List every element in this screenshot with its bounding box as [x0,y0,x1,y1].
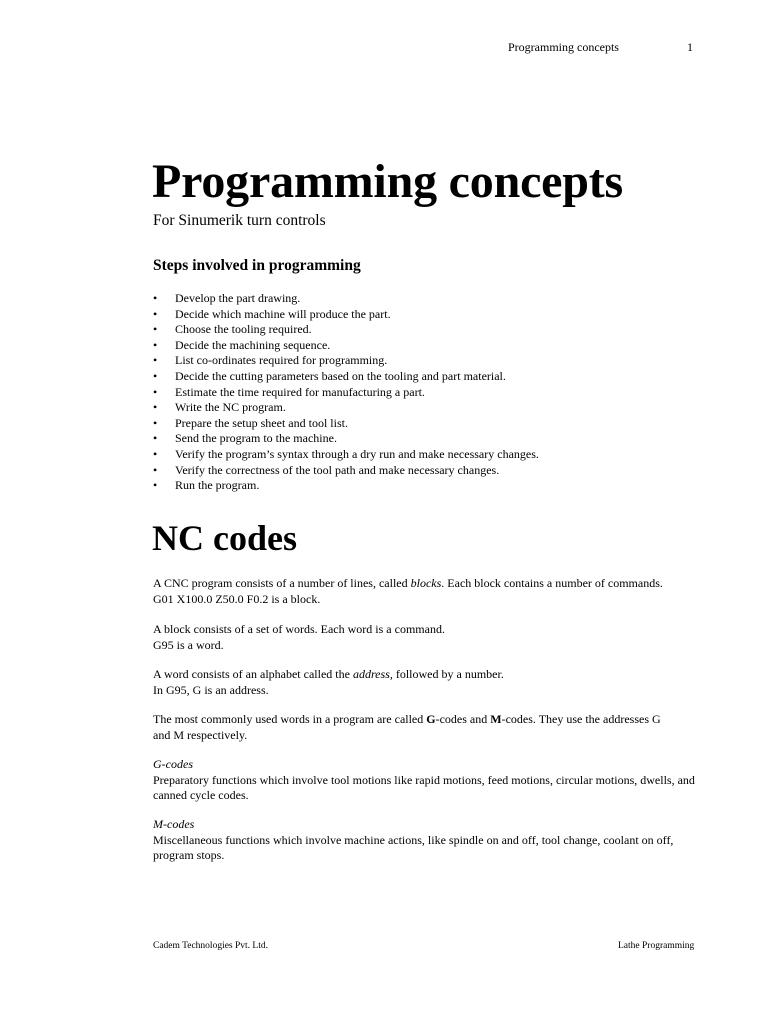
list-item: • Develop the part drawing. [153,291,301,305]
list-item: • Prepare the setup sheet and tool list. [153,415,348,430]
gcodes-text: Preparatory functions which involve tool motions like rapid motions, feed motions, circular motions, dwells, and canned cycle codes. [153,772,695,802]
mcodes-label: M-codes [153,817,195,831]
bullet: • [153,353,158,368]
list-item: • Write the NC program. [153,400,286,415]
emphasis: address, [352,667,393,681]
bullet: • [153,415,158,430]
bullet: • [153,462,158,477]
paragraph-words: A block consists of a set of words. Each word is a command. G95 is a word. [153,622,445,652]
page-title: Programming concepts [152,155,624,208]
bullet: • [153,431,158,446]
mcodes-text: Miscellaneous functions which involve machine actions, like spindle on and off, tool change, coolant on off, program stops. [153,832,674,862]
bullet: • [153,368,158,383]
list-item: • Estimate the time required for manufacturing a part. [153,384,425,399]
bullet: • [153,291,158,305]
list-item: • Verify the program’s syntax through a dry run and make necessary changes. [153,446,539,461]
bullet: • [153,400,158,415]
list-item: • Send the program to the machine. [153,431,337,446]
list-item: • Decide the cutting parameters based on the tooling and part material. [153,368,506,383]
bullet: • [153,337,158,352]
mcodes-definition [153,817,713,864]
footer-book-title: Lathe Programming [618,941,695,951]
emphasis: blocks [410,576,442,590]
paragraph-gm-codes: The most commonly used words in a program are called G-codes and M-codes. They use the addresses G and M respectively. [153,712,661,742]
page-subtitle: For Sinumerik turn controls [153,212,326,229]
list-item: • Decide the machining sequence. [153,337,331,352]
paragraph-blocks: A CNC program consists of a number of lines, called blocks. Each block contains a number of commands. G01 X100.0 Z50.0 F0.2 is a block. [153,576,663,606]
footer-company: Cadem Technologies Pvt. Ltd. [153,941,268,951]
nc-codes-heading: NC codes [152,518,297,558]
running-header-title: Programming concepts [508,40,619,54]
list-item: • List co-ordinates required for programming. [153,353,388,368]
bullet: • [153,384,158,399]
paragraph-address: A word consists of an alphabet called the address, followed by a number. In G95, G is an address. [153,667,504,697]
steps-list [153,291,539,494]
list-item: • Choose the tooling required. [153,322,312,337]
page-number: 1 [687,40,693,54]
steps-heading: Steps involved in programming [153,257,361,274]
gcodes-definition [153,757,713,804]
bullet: • [153,446,158,461]
list-item: • Verify the correctness of the tool path and make necessary changes. [153,462,500,477]
list-item: • Run the program. [153,478,260,493]
list-item: • Decide which machine will produce the part. [153,306,391,321]
bullet: • [153,478,158,493]
gcodes-label: G-codes [153,757,193,771]
bullet: • [153,306,158,321]
bullet: • [153,322,158,337]
